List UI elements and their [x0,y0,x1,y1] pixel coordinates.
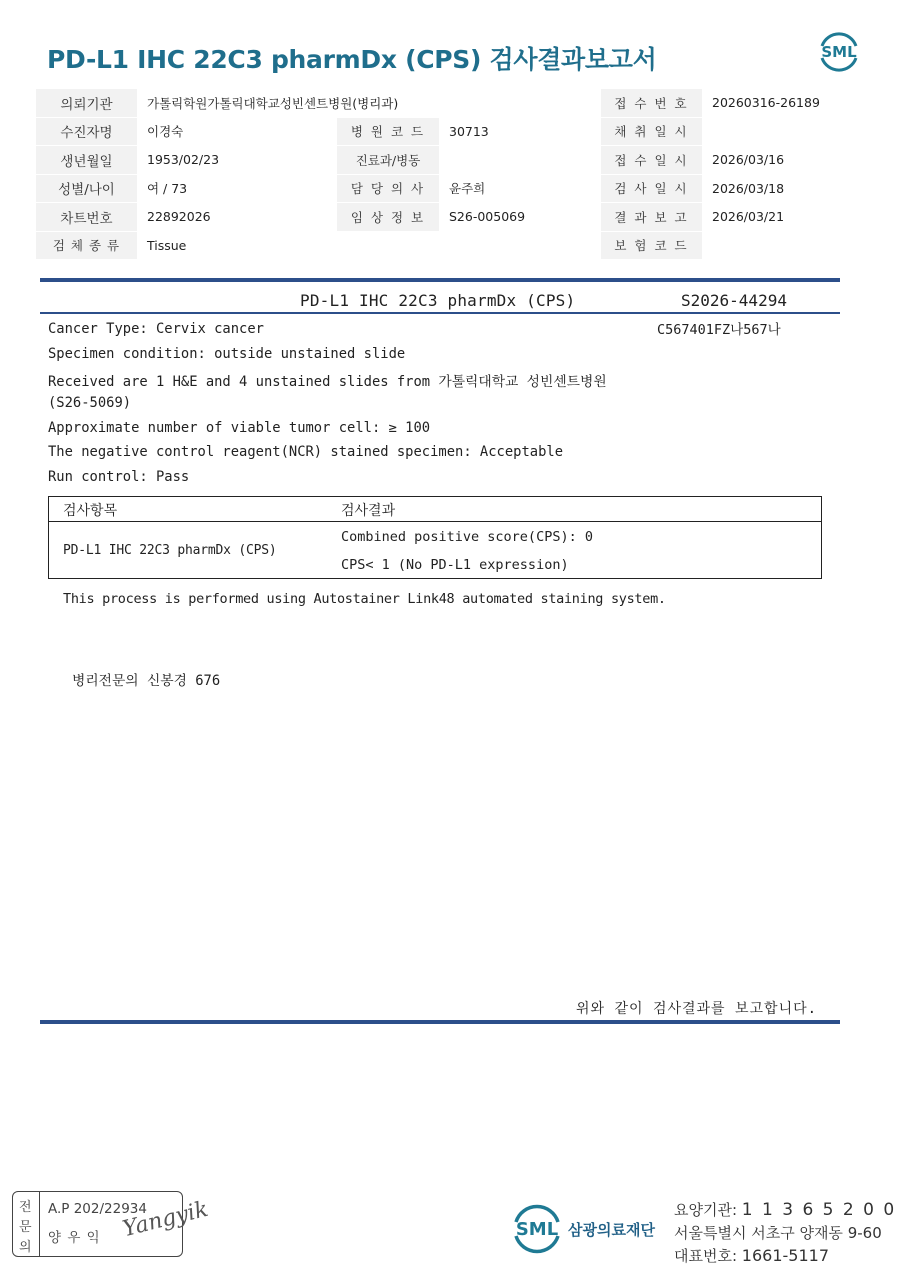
report-line: Received are 1 H&E and 4 unstained slides from 가톨릭대학교 성빈센트병원 [48,374,607,390]
institution-code-label: 요양기관: [674,1201,738,1219]
info-row [36,117,864,146]
info-value: 2026/03/16 [702,146,864,175]
signature: Yangyik [120,1196,211,1243]
info-value: 1953/02/23 [137,146,337,175]
phone-value: 1661-5117 [741,1246,830,1265]
info-value: 30713 [439,117,601,146]
report-line: Cancer Type: Cervix cancer [48,321,264,337]
info-label: 임 상 정 보 [337,203,439,232]
report-title: PD-L1 IHC 22C3 pharmDx (CPS) [300,291,576,310]
info-value: Tissue [137,231,601,260]
institution-code [674,1199,896,1220]
info-value: 2026/03/18 [702,174,864,203]
report-line: The negative control reagent(NCR) stained specimen: Acceptable [48,444,563,460]
info-row [36,89,864,117]
institution-code-value: 1 1 3 6 5 2 0 0 [741,1200,897,1220]
pathologist: 병리전문의 신봉경 676 [72,673,221,689]
info-value [702,231,864,260]
info-label: 차트번호 [36,203,137,232]
closing-statement: 위와 같이 검사결과를 보고합니다. [576,1001,818,1017]
info-value: 2026/03/21 [702,203,864,232]
result-header-result: 검사결과 [341,503,396,519]
info-row [36,231,864,260]
stamp-license: A.P 202/22934 [48,1201,147,1217]
stamp-side-char: 전 [19,1200,32,1215]
page-title: PD-L1 IHC 22C3 pharmDx (CPS) 검사결과보고서 [47,45,657,74]
info-value: 여 / 73 [137,174,337,203]
report-line: (S26-5069) [48,395,132,411]
org-address: 서울특별시 서초구 양재동 9-60 [674,1224,882,1242]
info-label: 진료과/병동 [337,146,439,175]
info-label: 수진자명 [36,117,137,146]
info-label: 의뢰기관 [36,89,137,117]
info-value: 22892026 [137,203,337,232]
info-row [36,146,864,175]
stamp-side-char: 문 [19,1220,32,1235]
stamp-side-char: 의 [19,1240,32,1255]
info-value: 이경숙 [137,117,337,146]
info-label: 생년월일 [36,146,137,175]
org-name: 삼광의료재단 [568,1221,655,1239]
process-note: This process is performed using Autostainer Link48 automated staining system. [63,591,666,607]
report-line: Run control: Pass [48,469,190,485]
report-line: Approximate number of viable tumor cell: ≥ 100 [48,420,431,436]
info-label: 채 취 일 시 [601,117,702,146]
report-code: S2026-44294 [681,291,787,310]
info-row [36,174,864,203]
info-row [36,203,864,232]
report-line: Specimen condition: outside unstained slide [48,346,406,362]
result-value: Combined positive score(CPS): 0 [341,529,593,545]
info-label: 검 체 종 류 [36,231,137,260]
info-label: 검 사 일 시 [601,174,702,203]
info-value: 20260316-26189 [702,89,864,117]
phone-label: 대표번호: [674,1247,738,1265]
stamp-name: 양 우 익 [48,1230,101,1246]
report-sub-code: C567401FZ나567나 [657,322,781,338]
info-value: 윤주희 [439,174,601,203]
info-label: 보 험 코 드 [601,231,702,260]
info-label: 성별/나이 [36,174,137,203]
info-value: 가톨릭학원가톨릭대학교성빈센트병원(병리과) [137,89,601,117]
info-value: S26-005069 [439,203,601,232]
info-value [702,117,864,146]
info-label: 담 당 의 사 [337,174,439,203]
info-label: 접 수 일 시 [601,146,702,175]
title-rule [40,312,840,314]
result-table-divider [48,521,822,522]
sml-footer-logo-text: SML [515,1219,559,1240]
sml-logo [816,28,862,74]
info-label: 병 원 코 드 [337,117,439,146]
patient-info-table [36,89,864,260]
sml-footer-logo [510,1201,564,1255]
info-label: 접 수 번 호 [601,89,702,117]
result-header-item: 검사항목 [63,503,118,519]
bottom-rule [40,1020,840,1024]
org-phone [674,1245,829,1266]
result-interpretation: CPS< 1 (No PD-L1 expression) [341,557,569,573]
top-rule [40,278,840,282]
sml-logo-text: SML [821,43,857,61]
result-item: PD-L1 IHC 22C3 pharmDx (CPS) [63,543,277,558]
info-value [439,146,601,175]
info-label: 결 과 보 고 [601,203,702,232]
